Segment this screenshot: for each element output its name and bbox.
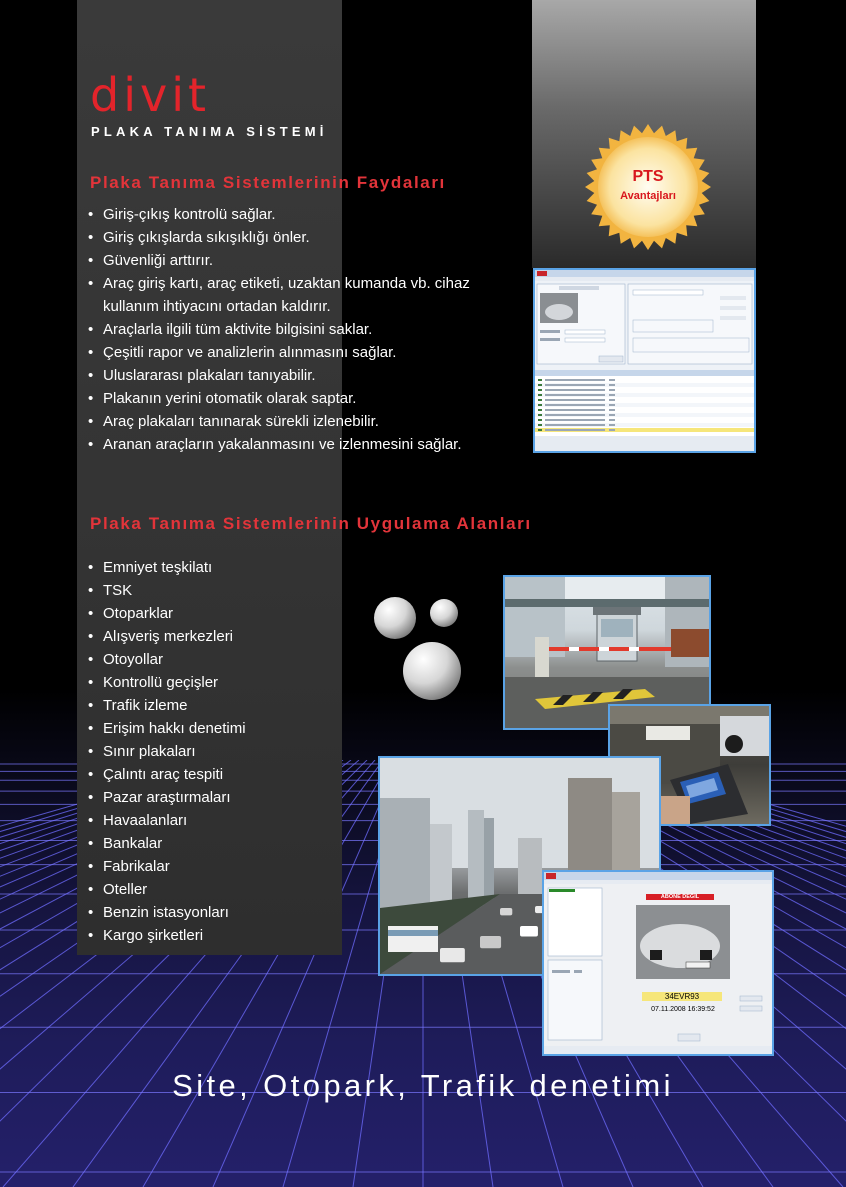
list-item: • Otoparklar bbox=[88, 602, 328, 625]
software-screenshot bbox=[533, 268, 756, 453]
list-item: • Erişim hakkı denetimi bbox=[88, 717, 328, 740]
list-item: • Plakanın yerini otomatik olarak saptar. bbox=[88, 387, 518, 410]
decorative-spheres bbox=[372, 596, 467, 702]
list-item: • Güvenliği arttırır. bbox=[88, 249, 518, 272]
list-item: • Giriş çıkışlarda sıkışıklığı önler. bbox=[88, 226, 518, 249]
badge-subtitle: Avantajları bbox=[620, 190, 676, 202]
badge-title: PTS bbox=[632, 168, 664, 185]
app-status-banner: ABONE DEĞİL bbox=[660, 894, 700, 900]
list-item: • Kargo şirketleri bbox=[88, 924, 328, 947]
list-item: • Araç plakaları tanınarak sürekli izlenebilir. bbox=[88, 410, 518, 433]
applications-title: Plaka Tanıma Sistemlerinin Uygulama Alanları bbox=[90, 514, 532, 533]
list-item: • Benzin istasyonları bbox=[88, 901, 328, 924]
list-item: • Alışveriş merkezleri bbox=[88, 625, 328, 648]
list-item: • Emniyet teşkilatı bbox=[88, 556, 328, 579]
list-item: • Kontrollü geçişler bbox=[88, 671, 328, 694]
list-item: • Aranan araçların yakalanmasını ve izlenmesini sağlar. bbox=[88, 433, 518, 456]
list-item: • Araçlarla ilgili tüm aktivite bilgisini saklar. bbox=[88, 318, 518, 341]
brand-logo-text: divit bbox=[90, 68, 211, 122]
badge-starburst-icon bbox=[583, 122, 713, 252]
list-item: • Sınır plakaları bbox=[88, 740, 328, 763]
list-item: • TSK bbox=[88, 579, 328, 602]
list-item: • Uluslararası plakaları tanıyabilir. bbox=[88, 364, 518, 387]
benefits-title: Plaka Tanıma Sistemlerinin Faydaları bbox=[90, 173, 446, 192]
benefits-list bbox=[88, 203, 518, 456]
app-timestamp: 07.11.2008 16:39:52 bbox=[651, 1006, 715, 1013]
list-item: • Fabrikalar bbox=[88, 855, 328, 878]
applications-list bbox=[88, 556, 328, 947]
list-item: • Giriş-çıkış kontrolü sağlar. bbox=[88, 203, 518, 226]
list-item: • Oteller bbox=[88, 878, 328, 901]
list-item: • Araç giriş kartı, araç etiketi, uzaktan kumanda vb. cihaz kullanım ihtiyacını ortadan kaldırır. bbox=[88, 272, 518, 318]
footer-slogan: Site, Otopark, Trafik denetimi bbox=[172, 1068, 674, 1103]
plate-recognition-app-screenshot bbox=[542, 870, 774, 1056]
list-item: • Bankalar bbox=[88, 832, 328, 855]
list-item: • Çalıntı araç tespiti bbox=[88, 763, 328, 786]
list-item: • Otoyollar bbox=[88, 648, 328, 671]
list-item: • Havaalanları bbox=[88, 809, 328, 832]
list-item: • Pazar araştırmaları bbox=[88, 786, 328, 809]
list-item: • Çeşitli rapor ve analizlerin alınmasını sağlar. bbox=[88, 341, 518, 364]
list-item: • Trafik izleme bbox=[88, 694, 328, 717]
software-window-image bbox=[535, 270, 754, 451]
pts-badge bbox=[583, 122, 713, 252]
brand-subtitle: PLAKA TANIMA SİSTEMİ bbox=[91, 124, 328, 139]
app-plate-readout: 34EVR93 bbox=[664, 992, 700, 1001]
